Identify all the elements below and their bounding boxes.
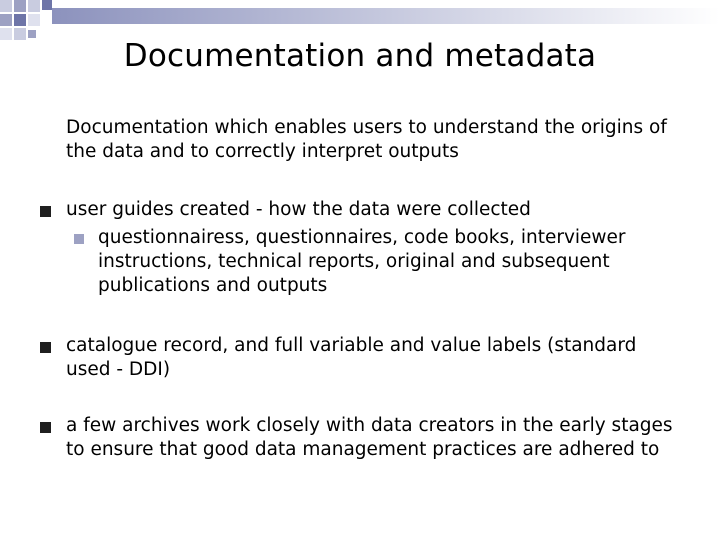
square-bullet-icon — [40, 206, 51, 217]
square-bullet-icon — [40, 342, 51, 353]
square-sub-bullet-icon — [74, 234, 84, 244]
sub-bullet-text: questionnairess, questionnaires, code books, interviewer instructions, technical reports, original and subsequent publications and outputs — [98, 227, 626, 296]
bullet-text: catalogue record, and full variable and value labels (standard used - DDI) — [66, 335, 637, 380]
bullet-text: a few archives work closely with data creators in the early stages to ensure that good data management practices are adhered to — [66, 415, 673, 460]
intro-paragraph: Documentation which enables users to understand the origins of the data and to correctly interpret outputs — [66, 117, 667, 162]
slide-title: Documentation and metadata — [123, 38, 597, 74]
bullet-text: user guides created - how the data were collected — [66, 199, 531, 220]
square-bullet-icon — [40, 422, 51, 433]
